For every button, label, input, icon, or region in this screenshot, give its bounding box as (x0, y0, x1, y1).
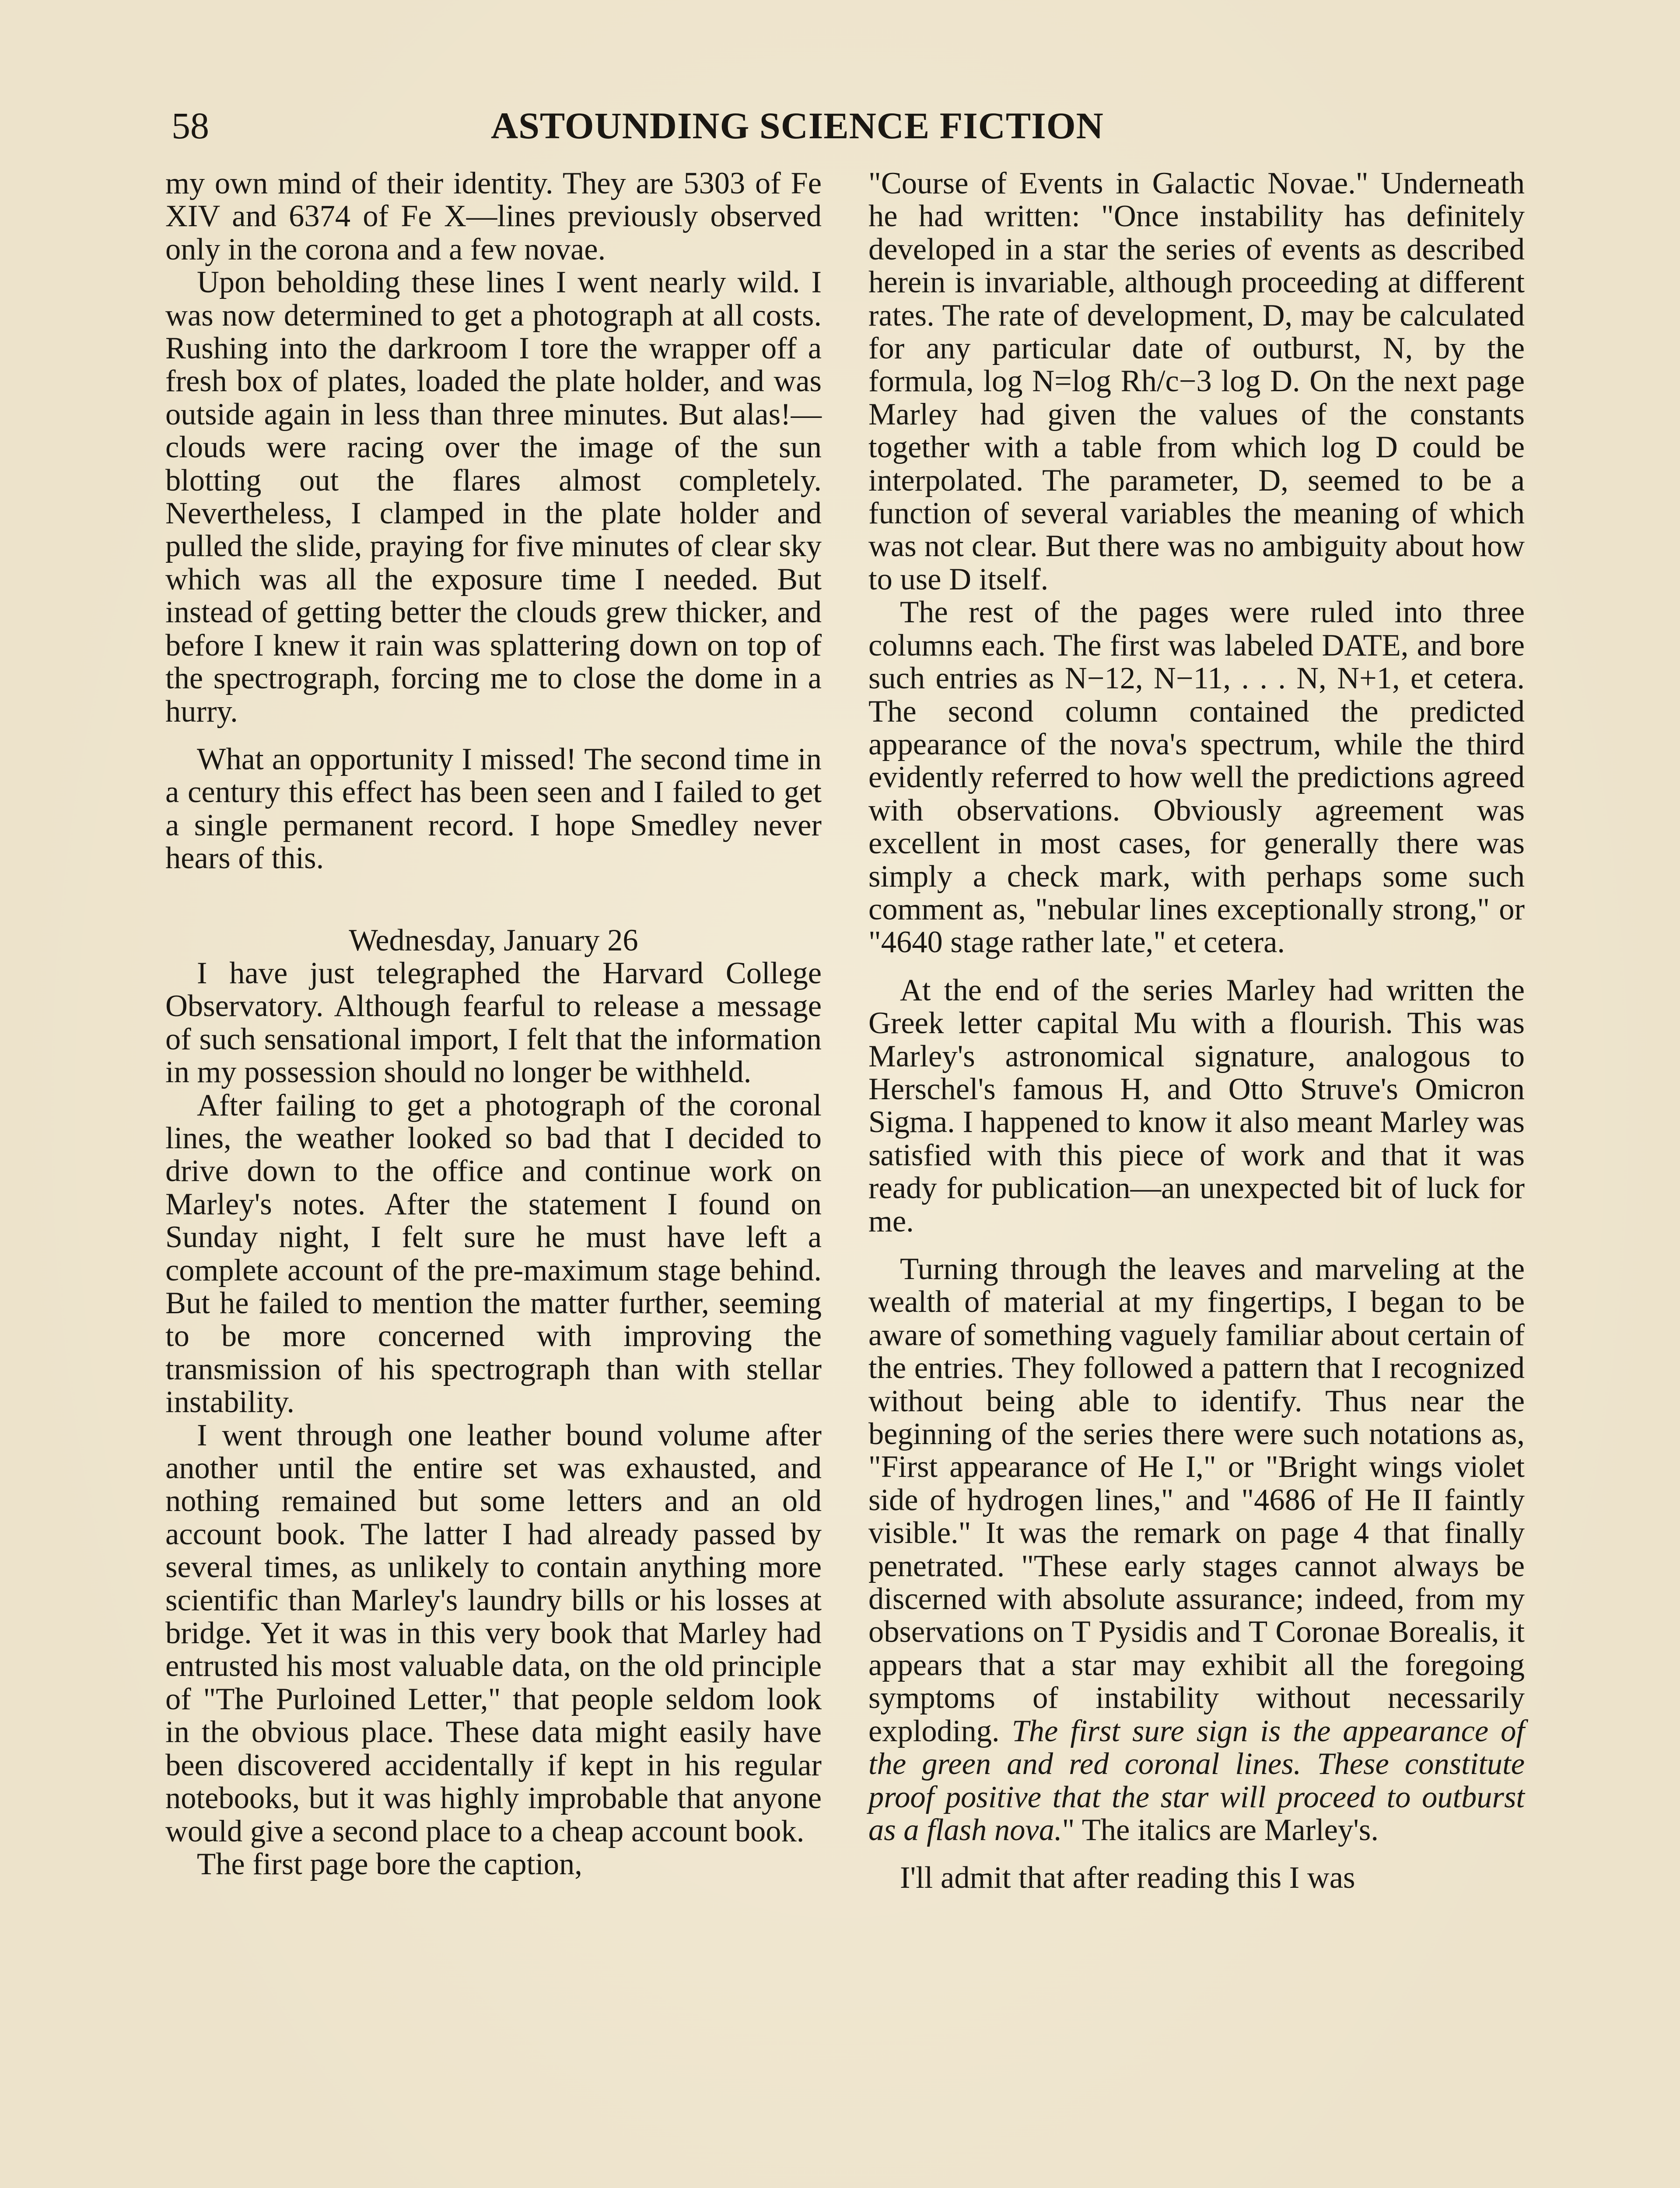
paragraph-text: Turning through the leaves and marveling at the wealth of material at my fingertips, I began to be aware of something vaguely familiar about certain of the entries. They followed a pattern that I recognized without being able to identify. Thus near the beginning of the series there were such notations as, "First appearance of He I," or "Bright wings violet side of hydrogen lines," and "4686 of He II faintly visible." It was the remark on page 4 that finally penetrated. "These early stages cannot always be discerned with absolute assurance; indeed, from my observations on T Pysidis and T Coronae Borealis, it appears that a star may exhibit all the foregoing symptoms of instability without necessarily exploding. (868, 1252, 1525, 1748)
paragraph: I have just telegraphed the Harvard College Observatory. Although fearful to release a message of such sensational import, I felt that the information in my possession should no longer be withheld. (165, 956, 822, 1090)
paragraph: The rest of the pages were ruled into three columns each. The first was labeled DATE, and bore such entries as N−12, N−11, . . . N, N+1, et cetera. The second column contained the predicted appearance of the nova's spectrum, while the third evidently referred to how well the predictions agreed with observations. Obviously agreement was excellent in most cases, for generally there was simply a check mark, with perhaps some such comment as, "nebular lines exceptionally strong," or "4640 stage rather late," et cetera. (868, 595, 1525, 960)
left-column (165, 167, 822, 1881)
right-column (868, 167, 1525, 1895)
page-header (172, 97, 1522, 154)
page-number: 58 (172, 105, 209, 147)
paragraph-text: " The italics are Marley's. (1062, 1813, 1379, 1847)
paragraph: "Course of Events in Galactic Novae." Underneath he had written: "Once instability has definitely developed in a star the series of events as described herein is invariable, although proceeding at different rates. The rate of development, D, may be calculated for any particular date of outburst, N, by the formula, log N=log Rh/c−3 log D. On the next page Marley had given the values of the constants together with a table from which log D could be interpolated. The parameter, D, seemed to be a function of several variables the meaning of which was not clear. But there was no ambiguity about how to use D itself. (868, 166, 1525, 596)
paragraph: After failing to get a photograph of the coronal lines, the weather looked so bad that I decided to drive down to the office and continue work on Marley's notes. After the statement I found on Sunday night, I felt sure he must have left a complete account of the pre-maximum stage behind. But he failed to mention the matter further, seeming to be more concerned with improving the transmission of his spectrograph than with stellar instability. (165, 1088, 822, 1420)
italic-quote: The first sure sign is the appearance of the green and red coronal lines. These constitute proof positive that the star will proceed to outburst as a flash nova. (868, 1714, 1525, 1847)
running-head: ASTOUNDING SCIENCE FICTION (491, 105, 1104, 147)
paragraph: my own mind of their identity. They are 5303 of Fe XIV and 6374 of Fe X—lines previously observed only in the corona and a few novae. (165, 166, 822, 266)
paragraph: I'll admit that after reading this I was (900, 1861, 1355, 1895)
dateline: Wednesday, January 26 (349, 923, 638, 957)
paragraph: I went through one leather bound volume after another until the entire set was exhausted, and nothing remained but some letters and an old account book. The latter I had already passed by several times, as unlikely to contain anything more scientific than Marley's laundry bills or his losses at bridge. Yet it was in this very book that Marley had entrusted his most valuable data, on the old principle of "The Purloined Letter," that people seldom look in the obvious place. These data might easily have been discovered accidentally if kept in his regular notebooks, but it was highly improbable that anyone would give a second place to a cheap account book. (165, 1418, 822, 1848)
paragraph: At the end of the series Marley had written the Greek letter capital Mu with a flourish. This was Marley's astronomical signature, analogous to Herschel's famous H, and Otto Struve's Omicron Sigma. I happened to know it also meant Marley was satisfied with this piece of work and that it was ready for publication—an unexpected bit of luck for me. (868, 973, 1525, 1238)
paragraph (868, 1253, 1525, 1847)
paragraph: The first page bore the caption, (197, 1847, 582, 1881)
paragraph: Upon beholding these lines I went nearly wild. I was now determined to get a photograph at all costs. Rushing into the darkroom I tore the wrapper off a fresh box of plates, loaded the plate holder, and was outside again in less than three minutes. But alas!—clouds were racing over the image of the sun blotting out the flares almost completely. Nevertheless, I clamped in the plate holder and pulled the slide, praying for five minutes of clear sky which was all the exposure time I needed. But instead of getting better the clouds grew thicker, and before I knew it rain was splattering down on top of the spectrograph, forcing me to close the dome in a hurry. (165, 265, 822, 729)
paragraph: What an opportunity I missed! The second time in a century this effect has been seen and I failed to get a single permanent record. I hope Smedley never hears of this. (165, 742, 822, 876)
